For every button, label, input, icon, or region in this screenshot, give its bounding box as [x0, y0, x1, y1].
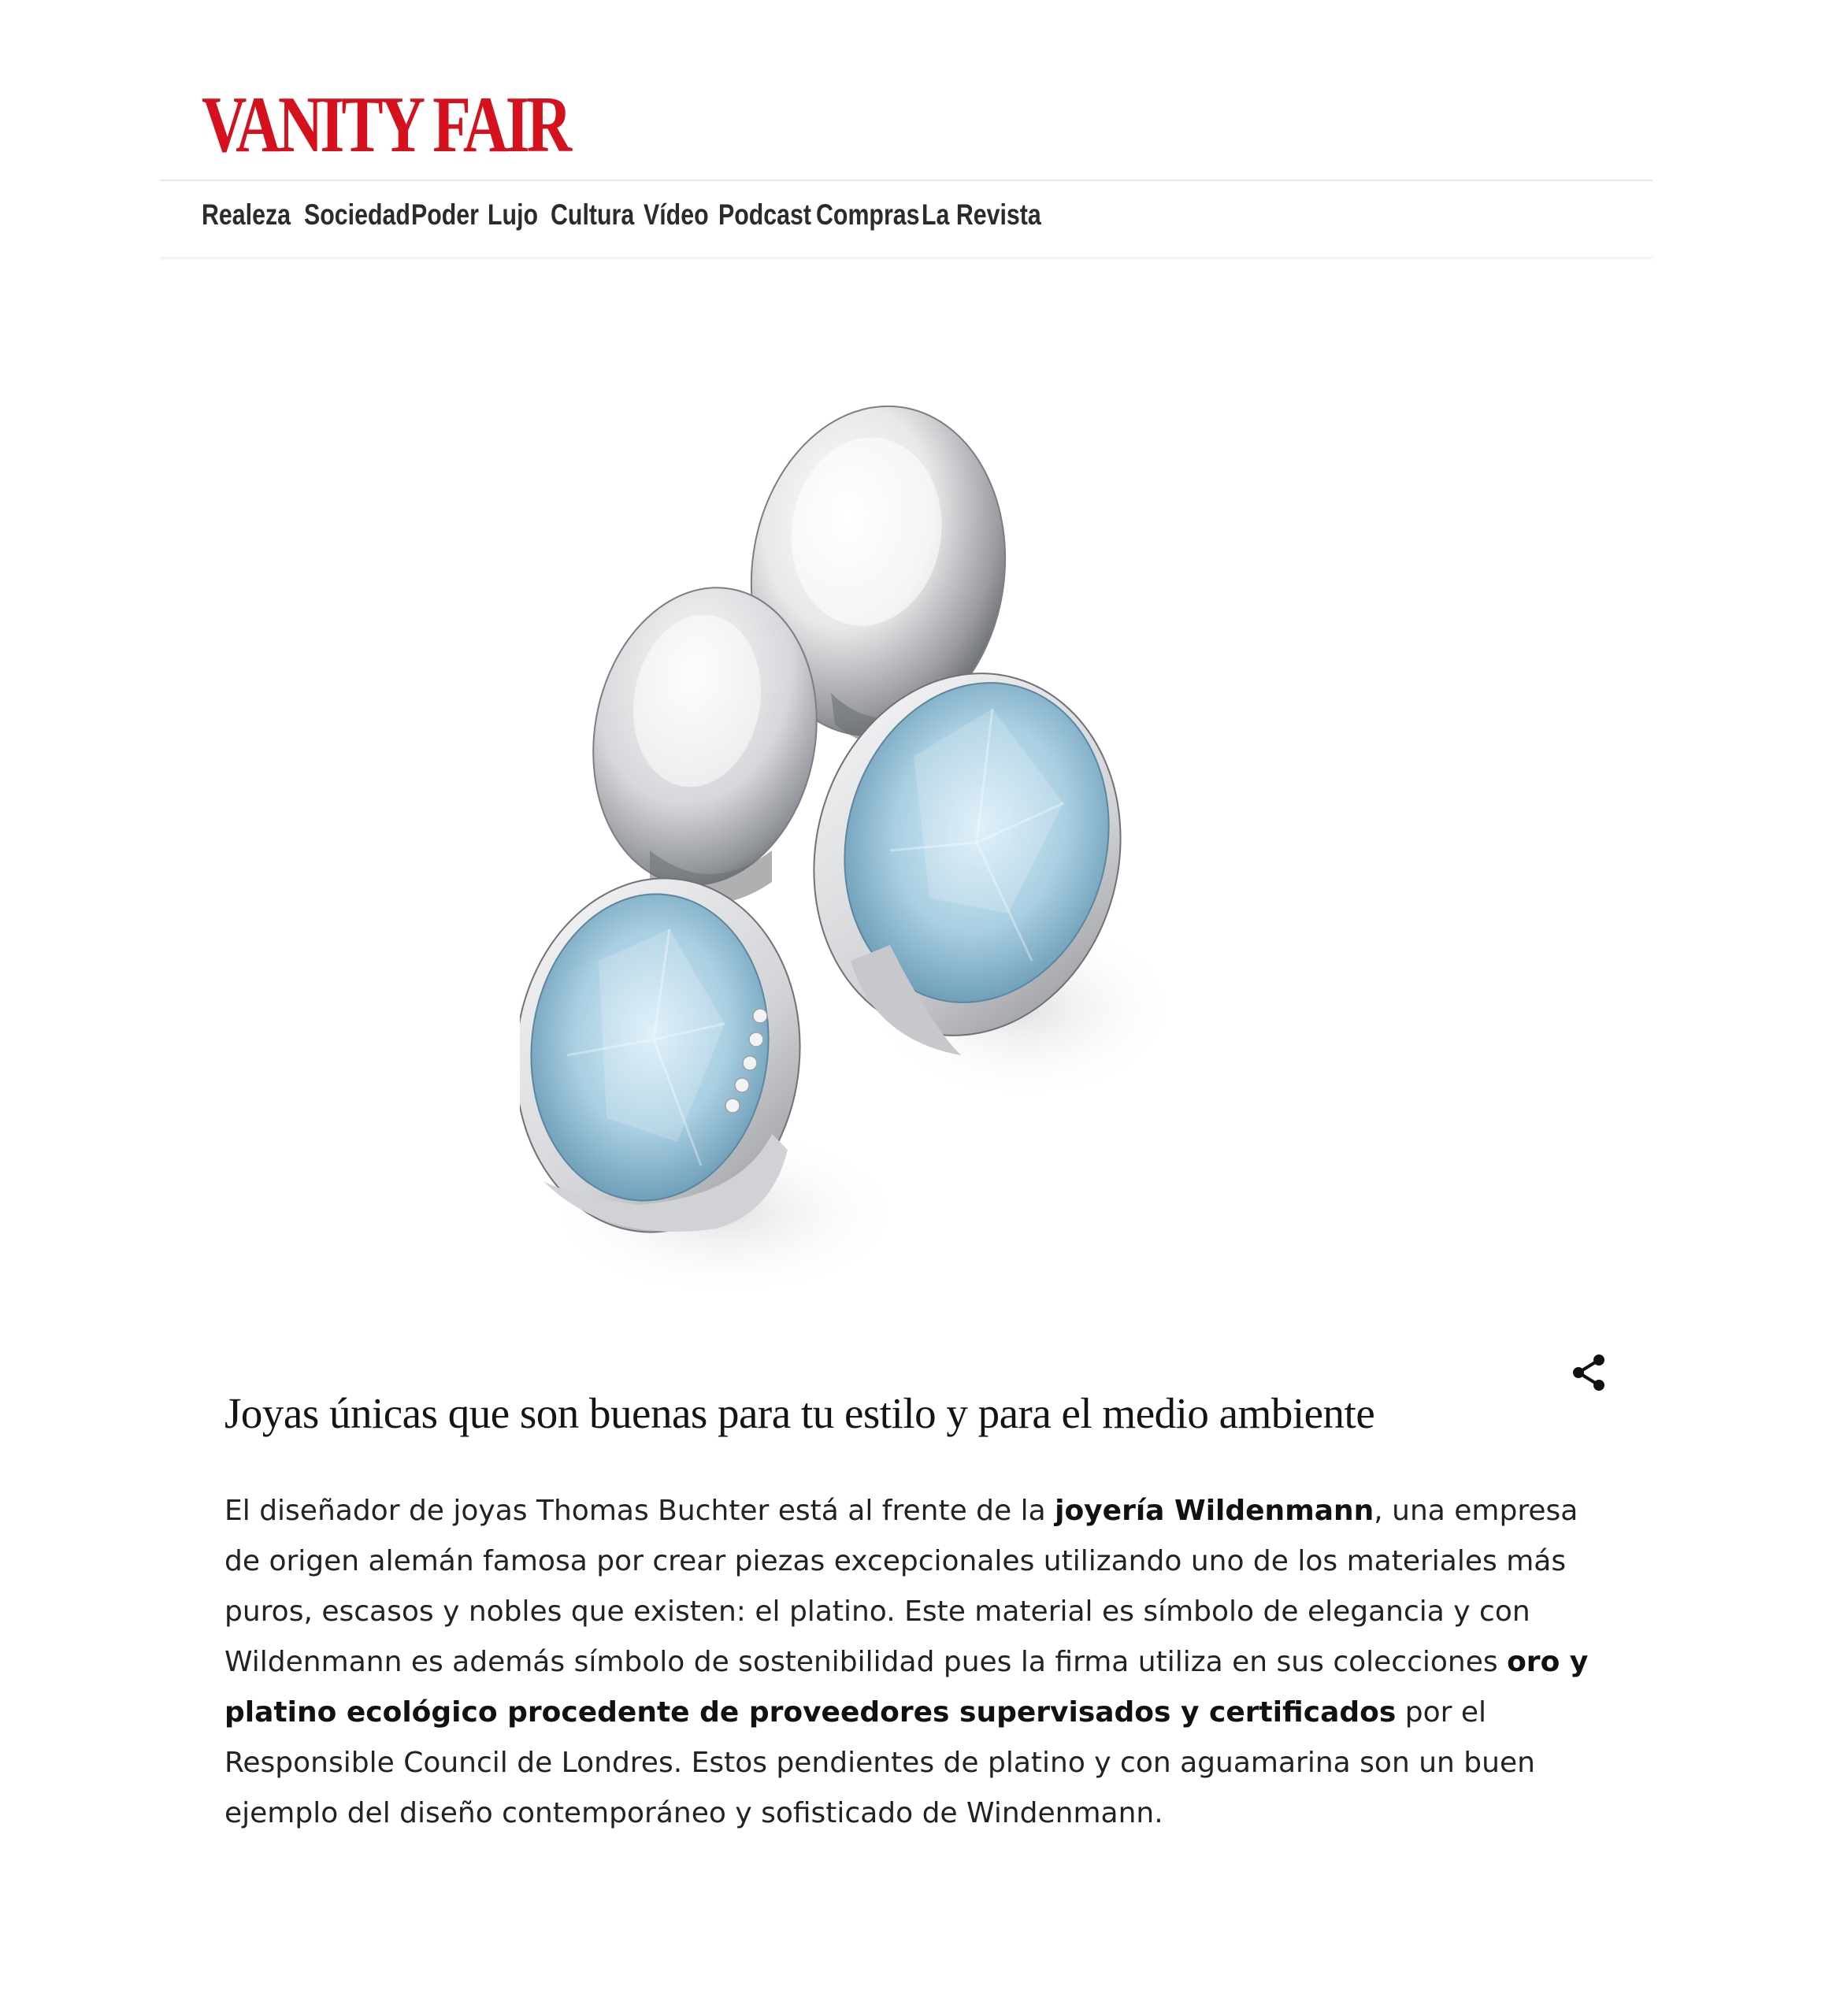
site-header [160, 0, 1653, 260]
nav-item-la-revista[interactable]: La Revista [922, 198, 1041, 231]
body-text: , una empresa de origen alemán famosa por crear piezas excepcionales utilizando uno de los materiales más puros, escasos y nobles que existen: el platino. Este material es símbolo de elegancia y con Wildenmann es además símbolo de sostenibilidad pues la firma utiliza en sus colecciones [224, 1495, 1578, 1678]
body-bold-text: oro y platino ecológico procedente de proveedores supervisados y certificados [224, 1646, 1589, 1729]
nav-item-poder[interactable]: Poder [411, 198, 479, 231]
nav-divider [160, 257, 1653, 260]
header-divider [160, 180, 1653, 181]
article-title: Joyas únicas que son buenas para tu estilo y para el medio ambiente [224, 1389, 1375, 1437]
vanity-fair-logo[interactable]: VANITY FAIR [202, 80, 569, 169]
nav-item-compras[interactable]: Compras [816, 198, 920, 231]
nav-item-video[interactable]: Vídeo [644, 198, 709, 231]
body-bold-text: joyería Wildenmann [1055, 1495, 1374, 1527]
nav-item-cultura[interactable]: Cultura [551, 198, 635, 231]
nav-item-sociedad[interactable]: Sociedad [304, 198, 410, 231]
earrings-photo [520, 362, 1229, 1292]
nav-item-realeza[interactable]: Realeza [202, 198, 291, 231]
nav-item-podcast[interactable]: Podcast [718, 198, 812, 231]
article [224, 1382, 1595, 1867]
article-body [224, 1486, 1595, 1839]
body-text: El diseñador de joyas Thomas Buchter está al frente de la [224, 1495, 1055, 1527]
body-text: por el Responsible Council de Londres. Estos pendientes de platino y con aguamarina son un buen ejemplo del diseño contemporáneo y sofisticado de Windenmann. [224, 1696, 1535, 1829]
nav-item-lujo[interactable]: Lujo [488, 198, 539, 231]
main-nav [202, 198, 1041, 232]
